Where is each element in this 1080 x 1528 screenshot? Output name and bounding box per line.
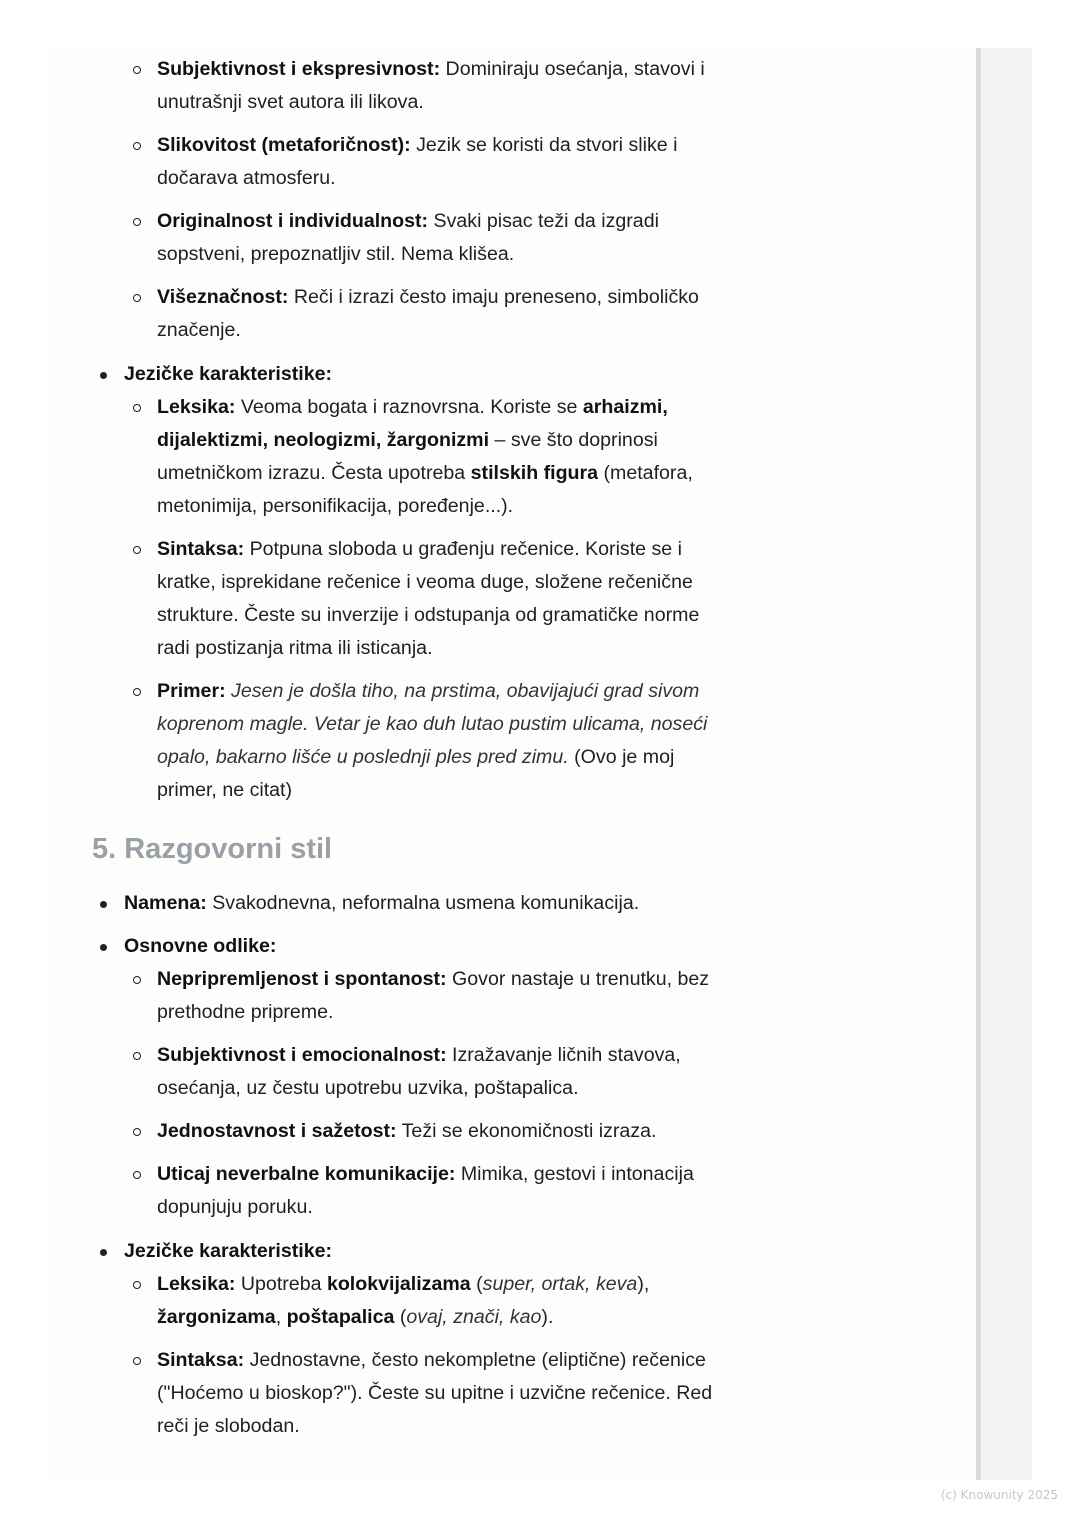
list-item: [48, 1158, 737, 1224]
example-quote: Jesen je došla tiho, na prstima, obavijajući grad sivom koprenom magle. Vetar je kao duh lutao pustim ulicama, noseći opalo, bakarno lišće u poslednji ples pred zimu.: [157, 680, 708, 768]
item-text: Jednostavne, često nekompletne (eliptične) rečenice ("Hoćemo u bioskop?"). Česte su upitne i uzvične rečenice. Red reči je slobodan.: [157, 1349, 713, 1437]
item-text: Potpuna sloboda u građenju rečenice. Koriste se i kratke, isprekidane rečenice i veoma duge, složene rečenične strukture. Česte su inverzije i odstupanja od gramatičke norme radi postizanja ritma ili isticanja.: [157, 538, 700, 659]
list-item: [48, 1039, 737, 1105]
item-text: Govor nastaje u trenutku, bez prethodne pripreme.: [157, 968, 710, 1023]
item-term: kolokvijalizama: [326, 1273, 471, 1295]
item-term: Sintaksa:: [157, 538, 245, 560]
item-term: Primer:: [157, 680, 226, 702]
item-term: Leksika:: [157, 396, 236, 418]
list-item: [48, 963, 737, 1029]
list-item: [48, 53, 737, 119]
list-item: [48, 887, 976, 920]
item-term: Leksika:: [157, 1273, 236, 1295]
item-term: Namena:: [124, 892, 207, 914]
conversational-style-list: [48, 887, 976, 1443]
section-label: Jezičke karakteristike:: [124, 1240, 333, 1262]
item-text: Upotreba: [235, 1273, 327, 1295]
list-item: [48, 533, 737, 665]
item-text: – sve što doprinosi umetničkom izrazu. Česta upotreba: [157, 429, 658, 484]
example-words: ovaj, znači, kao: [406, 1306, 542, 1328]
item-term: žargonizama: [157, 1306, 276, 1328]
language-characteristics-list: [48, 358, 976, 807]
item-text: Svaki pisac teži da izgradi sopstveni, prepoznatljiv stil. Nema klišea.: [157, 210, 659, 265]
item-text: Veoma bogata i raznovrsna. Koriste se: [235, 396, 583, 418]
item-term: Sintaksa:: [157, 1349, 245, 1371]
item-text: ).: [541, 1306, 554, 1328]
item-text: Jezik se koristi da stvori slike i dočarava atmosferu.: [157, 134, 678, 189]
list-item: [48, 391, 737, 523]
item-text: (Ovo je moj primer, ne citat): [157, 746, 675, 801]
item-text: Reči i izrazi često imaju preneseno, simboličko značenje.: [157, 286, 699, 341]
list-item: [48, 1344, 737, 1443]
item-text: (: [470, 1273, 483, 1295]
item-term: poštapalica: [286, 1306, 395, 1328]
list-item: [48, 1115, 737, 1148]
item-text: (: [394, 1306, 407, 1328]
item-term: Višeznačnost:: [157, 286, 289, 308]
item-term: Subjektivnost i emocionalnost:: [157, 1044, 447, 1066]
sublist: [48, 963, 976, 1224]
section-label: Osnovne odlike:: [124, 935, 277, 957]
item-text: ,: [275, 1306, 287, 1328]
item-term: Slikovitost (metaforičnost):: [157, 134, 411, 156]
item-text: Mimika, gestovi i intonacija dopunjuju poruku.: [157, 1163, 694, 1218]
item-term: Nepripremljenost i spontanost:: [157, 968, 447, 990]
item-term: Originalnost i individualnost:: [157, 210, 429, 232]
section-label: Jezičke karakteristike:: [124, 363, 333, 385]
item-term: Subjektivnost i ekspresivnost:: [157, 58, 441, 80]
side-panel: [976, 48, 1032, 1480]
item-text: Svakodnevna, neformalna usmena komunikacija.: [206, 892, 640, 914]
item-term: stilskih figura: [470, 462, 599, 484]
list-item: [48, 205, 737, 271]
item-text: (metafora, metonimija, personifikacija, poređenje...).: [157, 462, 693, 517]
section-heading: 5. Razgovorni stil: [92, 833, 333, 865]
sublist: [48, 1268, 976, 1443]
item-text: Izražavanje ličnih stavova, osećanja, uz čestu upotrebu uzvika, poštapalica.: [157, 1044, 681, 1099]
item-term: Jednostavnost i sažetost:: [157, 1120, 397, 1142]
example-words: super, ortak, keva: [482, 1273, 638, 1295]
item-text: ),: [637, 1273, 650, 1295]
item-term: Uticaj neverbalne komunikacije:: [157, 1163, 456, 1185]
item-text: Teži se ekonomičnosti izraza.: [396, 1120, 657, 1142]
literary-style-features-list: [48, 53, 976, 347]
list-item: [48, 930, 976, 1224]
list-item: [48, 358, 976, 807]
sublist: [48, 391, 976, 807]
list-item: [48, 675, 737, 807]
watermark: (c) Knowunity 2025: [940, 1488, 1058, 1502]
list-item: [48, 1268, 737, 1334]
item-text: Dominiraju osećanja, stavovi i unutrašnji svet autora ili likova.: [157, 58, 705, 113]
list-item: [48, 129, 737, 195]
item-term: arhaizmi, dijalektizmi, neologizmi, žargonizmi: [157, 396, 668, 451]
list-item: [48, 1235, 976, 1443]
list-item: [48, 281, 737, 347]
document-page: [48, 48, 976, 1480]
document-content: [48, 48, 976, 1453]
